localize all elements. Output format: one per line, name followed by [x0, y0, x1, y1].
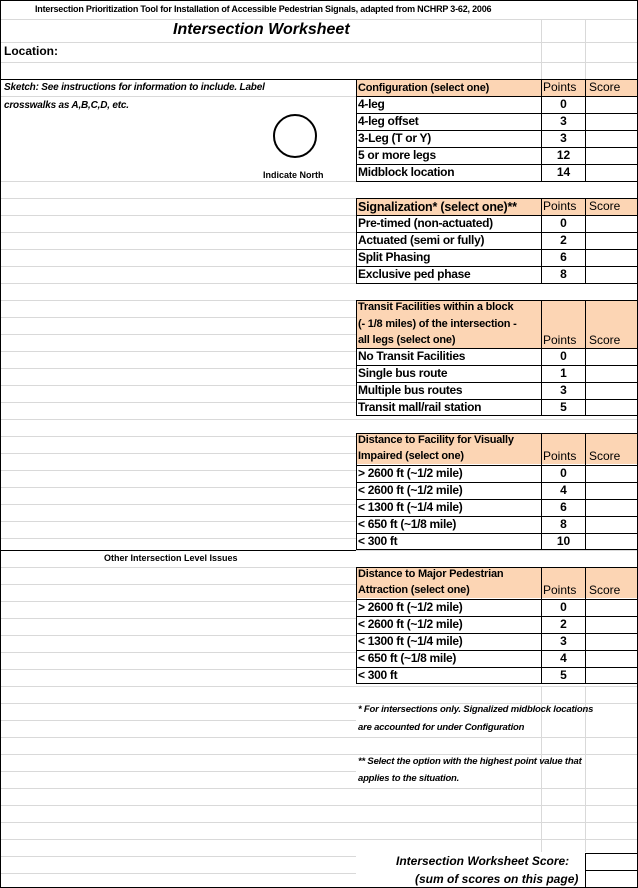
option-points: 8	[560, 517, 567, 531]
option-label: Multiple bus routes	[358, 383, 463, 397]
option-label: < 2600 ft (~1/2 mile)	[358, 617, 463, 631]
worksheet-title: Intersection Worksheet	[173, 21, 350, 38]
option-points: 2	[560, 233, 567, 247]
sketch-instructions-line1: Sketch: See instructions for information to include. Label	[4, 82, 265, 93]
option-points: 0	[560, 97, 567, 111]
option-points: 0	[560, 466, 567, 480]
option-points: 3	[560, 383, 567, 397]
worksheet-score-sublabel: (sum of scores on this page)	[415, 872, 579, 886]
transit-title-line3: all legs (select one)	[358, 334, 456, 346]
option-points: 4	[560, 651, 567, 665]
option-label: Actuated (semi or fully)	[358, 233, 485, 247]
option-points: 6	[560, 500, 567, 514]
option-label: 5 or more legs	[358, 148, 436, 162]
pedestrian-attraction-title-line1: Distance to Major Pedestrian	[358, 568, 504, 580]
option-label: 3-Leg (T or Y)	[358, 131, 431, 145]
visually-impaired-title-line1: Distance to Facility for Visually	[358, 434, 514, 446]
option-points: 0	[560, 600, 567, 614]
footnote-2-line1: ** Select the option with the highest point value that	[358, 756, 582, 767]
sketch-instructions-line2: crosswalks as A,B,C,D, etc.	[4, 100, 129, 111]
option-label: < 650 ft (~1/8 mile)	[358, 651, 457, 665]
score-header: Score	[589, 80, 621, 94]
option-points: 5	[560, 668, 567, 682]
header-title: Intersection Prioritization Tool for Installation of Accessible Pedestrian Signals, adapted from NCHRP 3-62, 2006	[35, 4, 492, 14]
score-header: Score	[589, 449, 621, 463]
score-header: Score	[589, 199, 621, 213]
points-header: Points	[543, 583, 577, 597]
option-label: Single bus route	[358, 366, 448, 380]
option-points: 3	[560, 114, 567, 128]
option-points: 1	[560, 366, 567, 380]
option-points: 5	[560, 400, 567, 414]
option-label: < 1300 ft (~1/4 mile)	[358, 500, 463, 514]
option-points: 10	[556, 534, 571, 548]
option-label: > 2600 ft (~1/2 mile)	[358, 600, 463, 614]
option-label: < 300 ft	[358, 668, 398, 682]
north-circle-icon	[273, 114, 317, 158]
option-label: < 300 ft	[358, 534, 398, 548]
option-label: < 1300 ft (~1/4 mile)	[358, 634, 463, 648]
option-label: Pre-timed (non-actuated)	[358, 216, 493, 230]
option-points: 6	[560, 250, 567, 264]
points-header: Points	[543, 199, 577, 213]
configuration-title: Configuration (select one)	[358, 82, 490, 94]
option-label: Midblock location	[358, 165, 455, 179]
option-label: > 2600 ft (~1/2 mile)	[358, 466, 463, 480]
footnote-1-line2: are accounted for under Configuration	[358, 722, 525, 733]
option-points: 14	[556, 165, 571, 179]
pedestrian-attraction-title-line2: Attraction (select one)	[358, 584, 470, 596]
option-label: < 2600 ft (~1/2 mile)	[358, 483, 463, 497]
points-header: Points	[543, 80, 577, 94]
transit-title-line2: (- 1/8 miles) of the intersection -	[358, 318, 517, 330]
option-label: Split Phasing	[358, 250, 431, 264]
option-points: 8	[560, 267, 567, 281]
score-header: Score	[589, 583, 621, 597]
worksheet-score-label: Intersection Worksheet Score:	[396, 854, 570, 868]
score-header: Score	[589, 333, 621, 347]
option-label: 4-leg offset	[358, 114, 419, 128]
points-header: Points	[543, 333, 577, 347]
footnote-1-line1: * For intersections only. Signalized midblock locations	[358, 704, 594, 715]
option-label: 4-leg	[358, 97, 385, 111]
option-points: 4	[560, 483, 567, 497]
option-points: 3	[560, 634, 567, 648]
option-label: No Transit Facilities	[358, 349, 466, 363]
option-points: 2	[560, 617, 567, 631]
footnote-2-line2: applies to the situation.	[358, 773, 460, 784]
transit-title-line1: Transit Facilities within a block	[358, 301, 514, 313]
option-points: 3	[560, 131, 567, 145]
option-label: Transit mall/rail station	[358, 400, 482, 414]
option-label: < 650 ft (~1/8 mile)	[358, 517, 457, 531]
option-points: 12	[556, 148, 571, 162]
option-points: 0	[560, 349, 567, 363]
other-issues-heading: Other Intersection Level Issues	[104, 553, 238, 563]
option-label: Exclusive ped phase	[358, 267, 471, 281]
indicate-north-label: Indicate North	[263, 170, 324, 180]
points-header: Points	[543, 449, 577, 463]
visually-impaired-title-line2: Impaired (select one)	[358, 450, 464, 462]
signalization-title: Signalization* (select one)**	[358, 200, 517, 214]
location-label: Location:	[4, 44, 58, 58]
option-points: 0	[560, 216, 567, 230]
